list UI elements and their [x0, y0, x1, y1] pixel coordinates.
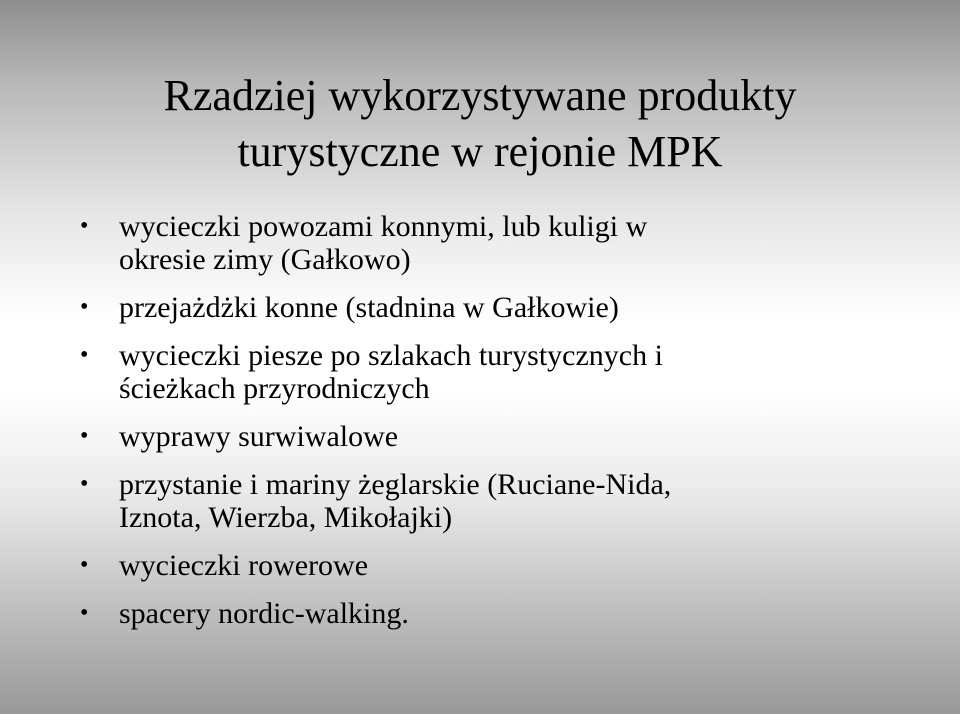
bullet-item [80, 210, 900, 276]
bullet-icon: • [80, 294, 89, 320]
bullet-text-line: przejażdżki konne (stadnina w Gałkowie) [119, 291, 619, 324]
bullet-icon: • [80, 471, 89, 497]
bullet-icon: • [80, 423, 89, 449]
bullet-text-line: okresie zimy (Gałkowo) [119, 243, 411, 276]
bullet-text-line: spacery nordic-walking. [119, 597, 409, 630]
bullet-icon: • [80, 552, 89, 578]
bullet-text-line: wycieczki piesze po szlakach turystycznych i [119, 339, 663, 372]
slide-title-line: turystyczne w rejonie MPK [237, 127, 723, 176]
bullet-item [80, 549, 900, 582]
bullet-item [80, 420, 900, 453]
bullet-icon: • [80, 600, 89, 626]
bullet-item [80, 468, 900, 534]
bullet-icon: • [80, 213, 89, 239]
bullet-icon: • [80, 342, 89, 368]
slide-title [60, 68, 900, 180]
bullet-item [80, 339, 900, 405]
bullet-text-line: wyprawy surwiwalowe [119, 420, 399, 453]
bullet-text-line: przystanie i mariny żeglarskie (Ruciane-Nida, [119, 468, 672, 501]
bullet-item [80, 291, 900, 324]
bullet-text-line: ścieżkach przyrodniczych [119, 372, 430, 405]
bullet-list [80, 210, 900, 645]
bullet-text-line: wycieczki powozami konnymi, lub kuligi w [119, 210, 648, 243]
bullet-item [80, 597, 900, 630]
bullet-text-line: wycieczki rowerowe [119, 549, 369, 582]
bullet-text-line: Iznota, Wierzba, Mikołajki) [119, 501, 453, 534]
slide-title-line: Rzadziej wykorzystywane produkty [163, 71, 797, 120]
